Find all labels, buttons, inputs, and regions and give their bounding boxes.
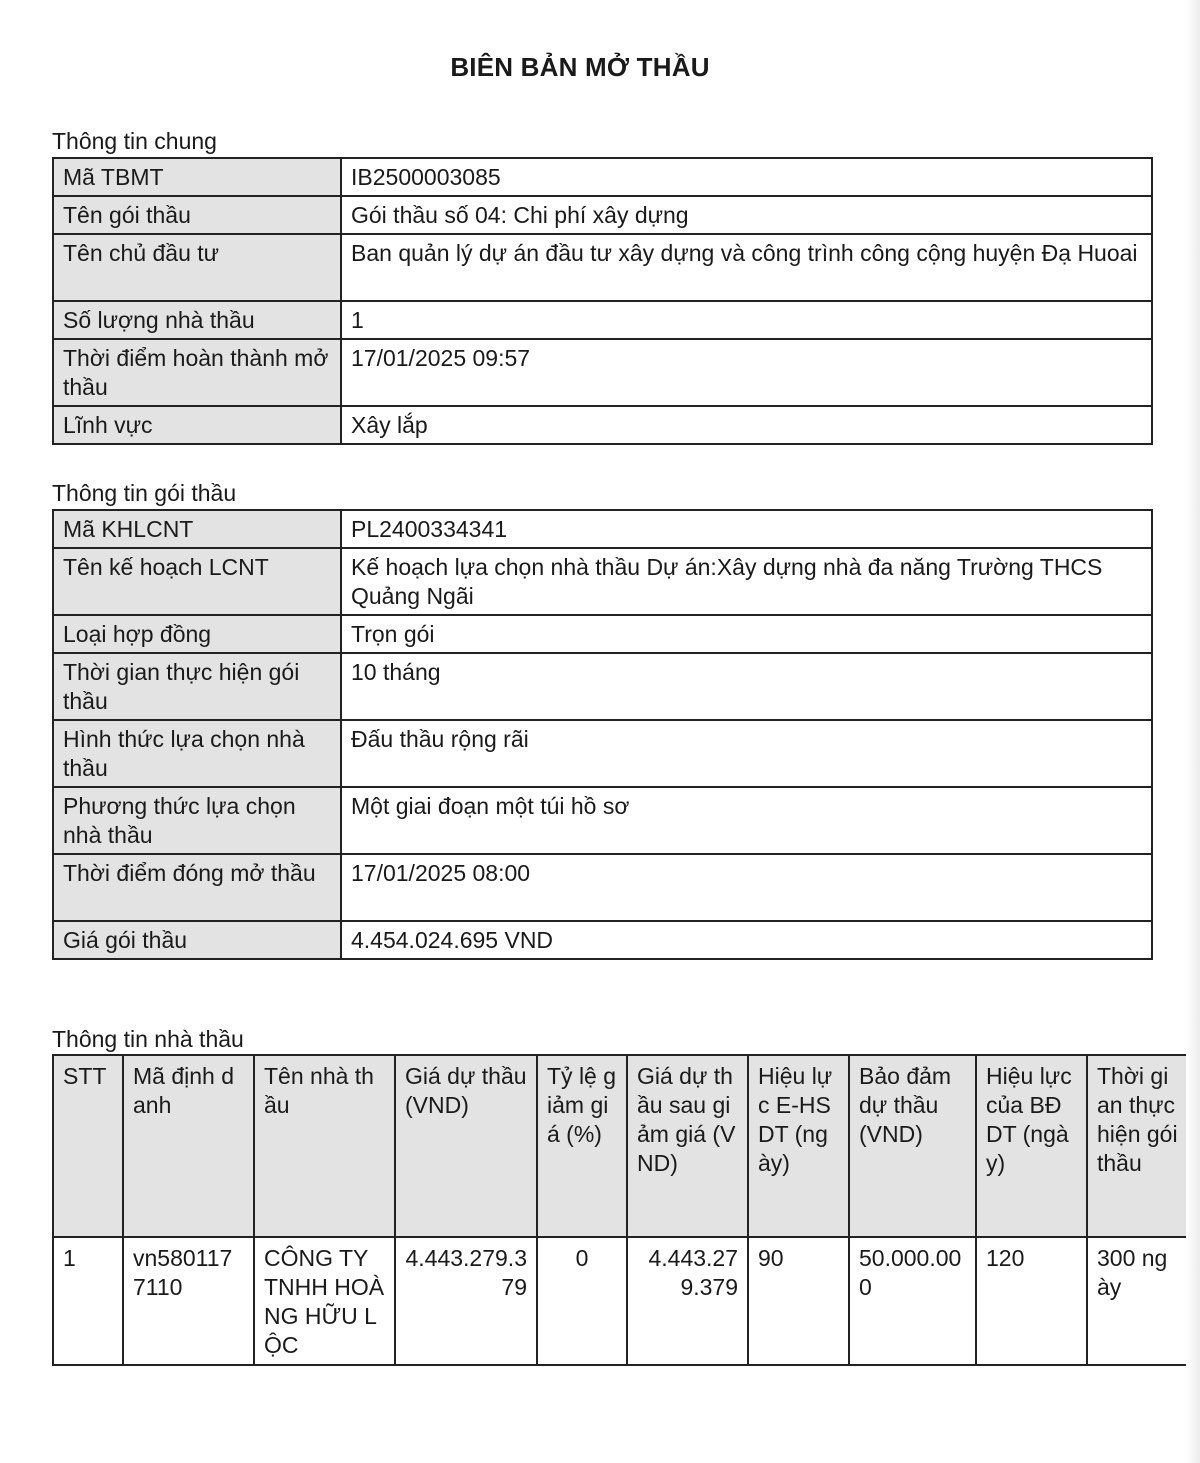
cell-execution-time: 300 ngày: [1087, 1237, 1189, 1365]
field-label: Giá gói thầu: [53, 921, 341, 959]
table-row: [53, 234, 1152, 301]
cell-bidder-name: CÔNG TY TNHH HOÀNG HỮU LỘC: [254, 1237, 395, 1365]
field-value: Đấu thầu rộng rãi: [341, 720, 1152, 787]
field-value: Gói thầu số 04: Chi phí xây dựng: [341, 196, 1152, 234]
field-label: Thời gian thực hiện gói thầu: [53, 653, 341, 720]
field-value: Ban quản lý dự án đầu tư xây dựng và công trình công cộng huyện Đạ Huoai: [341, 234, 1152, 301]
table-row: [53, 548, 1152, 615]
field-label: Phương thức lựa chọn nhà thầu: [53, 787, 341, 854]
document-title: BIÊN BẢN MỞ THẦU: [450, 52, 710, 82]
table-row: [53, 158, 1152, 196]
table-row: [53, 921, 1152, 959]
column-header: Giá dự thầu sau giảm giá (VND): [627, 1055, 748, 1237]
field-value: Một giai đoạn một túi hồ sơ: [341, 787, 1152, 854]
table-row: [53, 653, 1152, 720]
table-row: [53, 406, 1152, 444]
table-row: [53, 1237, 1189, 1365]
package-info-table: [52, 509, 1153, 960]
field-value: Xây lắp: [341, 406, 1152, 444]
field-label: Thời điểm đóng mở thầu: [53, 854, 341, 921]
column-header: Bảo đảm dự thầu (VND): [849, 1055, 976, 1237]
bidders-table: [52, 1054, 1190, 1366]
cell-bid-price: 4.443.279.379: [395, 1237, 537, 1365]
column-header: Mã định danh: [123, 1055, 254, 1237]
column-header: STT: [53, 1055, 123, 1237]
field-label: Loại hợp đồng: [53, 615, 341, 653]
field-label: Mã TBMT: [53, 158, 341, 196]
table-row: [53, 196, 1152, 234]
field-label: Số lượng nhà thầu: [53, 301, 341, 339]
field-label: Tên gói thầu: [53, 196, 341, 234]
column-header: Thời gian thực hiện gói thầu: [1087, 1055, 1189, 1237]
column-header: Giá dự thầu (VND): [395, 1055, 537, 1237]
field-value: 4.454.024.695 VND: [341, 921, 1152, 959]
field-value: PL2400334341: [341, 510, 1152, 548]
field-label: Lĩnh vực: [53, 406, 341, 444]
field-value: Trọn gói: [341, 615, 1152, 653]
cell-bid-security: 50.000.000: [849, 1237, 976, 1365]
cell-discount-rate: 0: [537, 1237, 627, 1365]
field-label: Thời điểm hoàn thành mở thầu: [53, 339, 341, 406]
column-header: Tên nhà thầu: [254, 1055, 395, 1237]
field-label: Hình thức lựa chọn nhà thầu: [53, 720, 341, 787]
column-header: Tỷ lệ giảm giá (%): [537, 1055, 627, 1237]
general-info-table: [52, 157, 1153, 445]
table-row: [53, 787, 1152, 854]
field-label: Mã KHLCNT: [53, 510, 341, 548]
table-row: [53, 854, 1152, 921]
cell-price-after-discount: 4.443.279.379: [627, 1237, 748, 1365]
table-row: [53, 339, 1152, 406]
table-row: [53, 301, 1152, 339]
field-label: Tên kế hoạch LCNT: [53, 548, 341, 615]
section-bidders-label: Thông tin nhà thầu: [52, 1026, 244, 1052]
table-row: [53, 510, 1152, 548]
section-package-label: Thông tin gói thầu: [52, 480, 237, 506]
table-row: [53, 720, 1152, 787]
field-label: Tên chủ đầu tư: [53, 234, 341, 301]
field-value: 10 tháng: [341, 653, 1152, 720]
field-value: Kế hoạch lựa chọn nhà thầu Dự án:Xây dựng nhà đa năng Trường THCS Quảng Ngãi: [341, 548, 1152, 615]
section-general-label: Thông tin chung: [52, 128, 217, 154]
field-value: IB2500003085: [341, 158, 1152, 196]
cell-ehsdt-validity: 90: [748, 1237, 849, 1365]
cell-stt: 1: [53, 1237, 123, 1365]
field-value: 17/01/2025 08:00: [341, 854, 1152, 921]
field-value: 1: [341, 301, 1152, 339]
table-header-row: [53, 1055, 1189, 1237]
cell-security-validity: 120: [976, 1237, 1087, 1365]
column-header: Hiệu lực E-HSDT (ngày): [748, 1055, 849, 1237]
field-value: 17/01/2025 09:57: [341, 339, 1152, 406]
cell-identifier: vn5801177110: [123, 1237, 254, 1365]
column-header: Hiệu lực của BĐ DT (ngày): [976, 1055, 1087, 1237]
table-row: [53, 615, 1152, 653]
page-edge-shadow: [1186, 0, 1200, 1463]
